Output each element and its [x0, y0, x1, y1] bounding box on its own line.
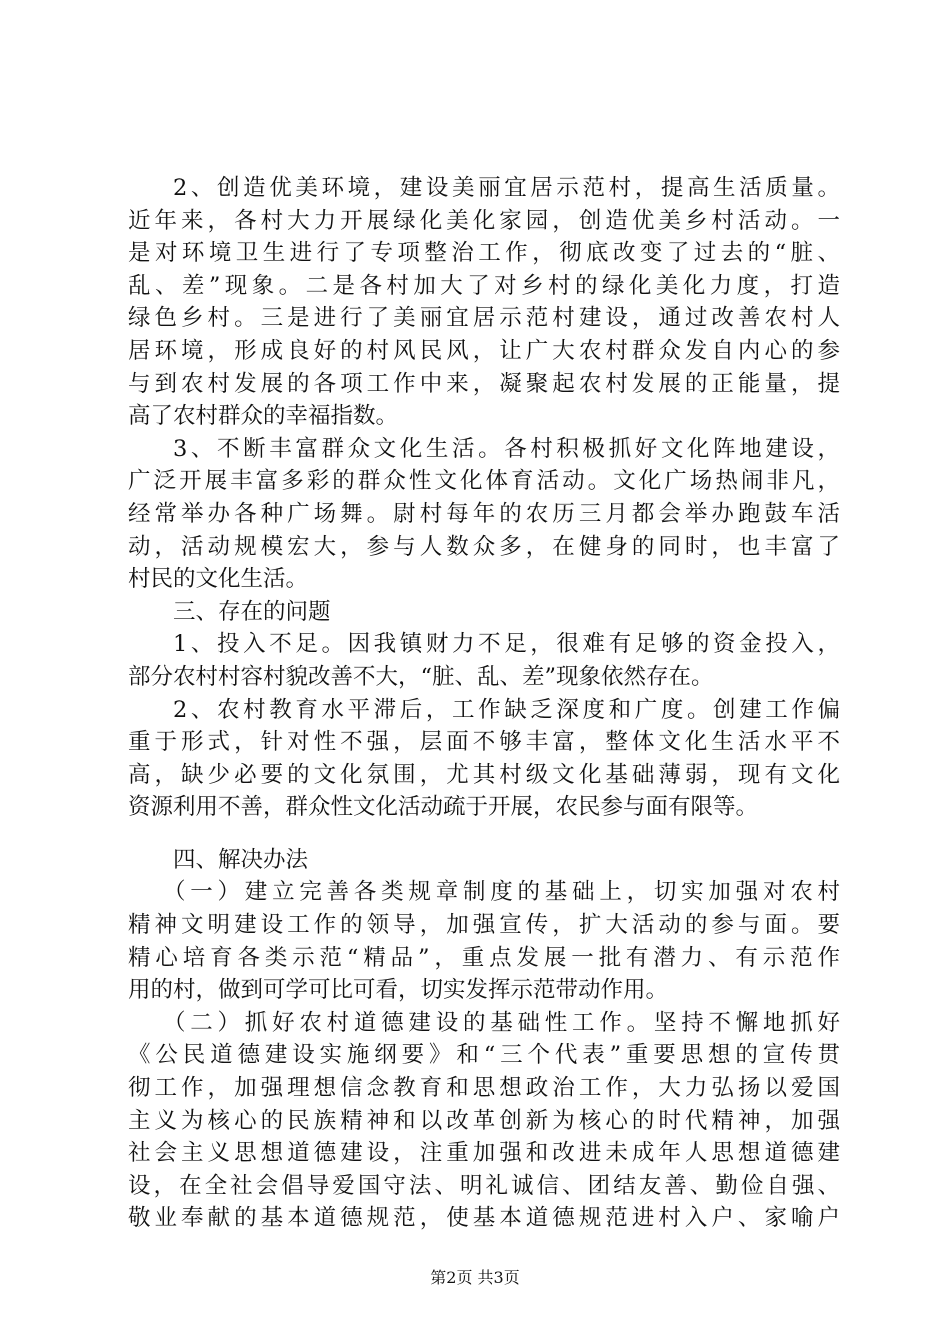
- text-line: 部分农村村容村貌改善不大，“脏、乱、差”现象依然存在。: [128, 663, 714, 690]
- text-line: 动，活动规模宏大，参与人数众多，在健身的同时，也丰富了: [128, 533, 840, 560]
- text-line: 是对环境卫生进行了专项整治工作，彻底改变了过去的“脏、: [128, 240, 840, 267]
- text-line: 居环境，形成良好的村风民风，让广大农村群众发自内心的参: [128, 337, 840, 364]
- text-line: 主义为核心的民族精神和以改革创新为核心的时代精神，加强: [128, 1107, 840, 1134]
- text-line: 高，缺少必要的文化氛围，尤其村级文化基础薄弱，现有文化: [128, 761, 840, 788]
- text-line: 重于形式，针对性不强，层面不够丰富，整体文化生活水平不: [128, 729, 840, 756]
- text-line: （一）建立完善各类规章制度的基础上，切实加强对农村: [163, 879, 840, 906]
- text-line: 2、创造优美环境，建设美丽宜居示范村，提高生活质量。: [173, 175, 840, 201]
- paragraph-culture: [128, 433, 840, 596]
- text-line: 广泛开展丰富多彩的群众性文化体育活动。文化广场热闹非凡，: [128, 468, 840, 495]
- text-line: （二）抓好农村道德建设的基础性工作。坚持不懈地抓好: [163, 1009, 840, 1036]
- text-line: 精神文明建设工作的领导，加强宣传，扩大活动的参与面。要: [128, 912, 840, 939]
- text-line: 资源利用不善，群众性文化活动疏于开展，农民参与面有限等。: [128, 794, 759, 821]
- text-line: 彻工作，加强理想信念教育和思想政治工作，大力弘扬以爱国: [128, 1075, 840, 1102]
- text-line: 2、农村教育水平滞后，工作缺乏深度和广度。创建工作偏: [173, 696, 840, 723]
- paragraph-gap: [128, 824, 840, 844]
- page-footer: [0, 1268, 950, 1288]
- section-heading: 三、存在的问题: [173, 598, 331, 625]
- text-line: 近年来，各村大力开展绿化美化家园，创造优美乡村活动。一: [128, 207, 840, 234]
- paragraph-solution-1: [128, 876, 840, 1006]
- text-line: 1、投入不足。因我镇财力不足，很难有足够的资金投入，: [173, 631, 840, 658]
- text-line: 精心培育各类示范“精品”，重点发展一批有潜力、有示范作: [128, 944, 840, 971]
- section-heading-problems: [128, 596, 840, 629]
- text-line: 敬业奉献的基本道德规范，使基本道德规范进村入户、家喻户: [128, 1205, 840, 1232]
- text-line: 社会主义思想道德建设，注重加强和改进未成年人思想道德建: [128, 1140, 840, 1167]
- text-line: 《公民道德建设实施纲要》和“三个代表”重要思想的宣传贯: [128, 1042, 840, 1069]
- text-line: 绿色乡村。三是进行了美丽宜居示范村建设，通过改善农村人: [128, 305, 840, 332]
- section-heading-solutions: [128, 844, 840, 877]
- section-heading: 四、解决办法: [173, 846, 309, 873]
- paragraph-solution-2: [128, 1007, 840, 1235]
- text-line: 与到农村发展的各项工作中来，凝聚起农村发展的正能量，提: [128, 370, 840, 397]
- document-body: [128, 172, 840, 1235]
- text-line: 村民的文化生活。: [128, 566, 309, 593]
- paragraph-problem-2: [128, 694, 840, 824]
- paragraph-environment: [128, 172, 840, 433]
- paragraph-problem-1: [128, 628, 840, 693]
- text-line: 用的村，做到可学可比可看，切实发挥示范带动作用。: [128, 977, 669, 1004]
- text-line: 乱、差”现象。二是各村加大了对乡村的绿化美化力度，打造: [128, 272, 840, 299]
- text-line: 设，在全社会倡导爱国守法、明礼诚信、团结友善、勤俭自强、: [128, 1172, 840, 1199]
- text-line: 高了农村群众的幸福指数。: [128, 403, 399, 430]
- text-line: 经常举办各种广场舞。尉村每年的农历三月都会举办跑鼓车活: [128, 500, 840, 527]
- text-line: 3、不断丰富群众文化生活。各村积极抓好文化阵地建设，: [173, 435, 840, 462]
- page-number: 第2页 共3页: [430, 1268, 520, 1287]
